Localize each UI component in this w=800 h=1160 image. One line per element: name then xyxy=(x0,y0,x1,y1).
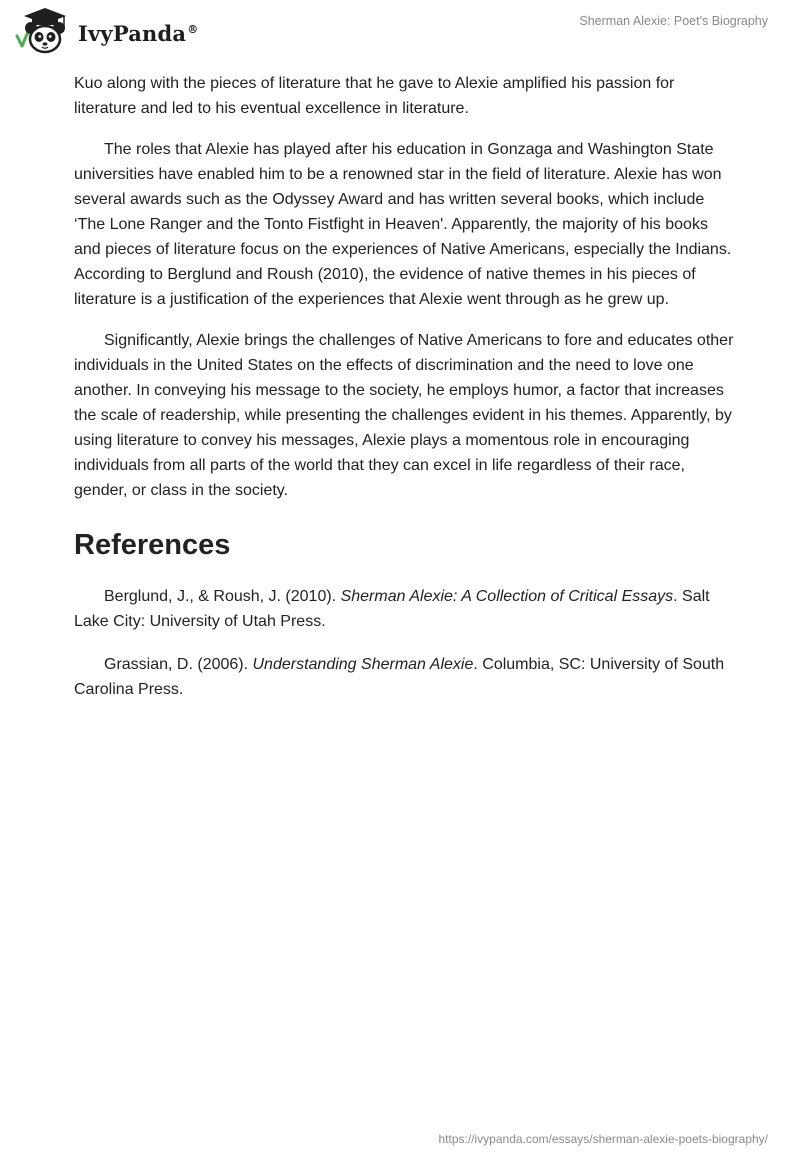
reference-title: Understanding Sherman Alexie xyxy=(252,656,474,673)
paragraph: The roles that Alexie has played after his education in Gonzaga and Washington State universities have enabled him to be a renowned star in the field of literature. Alexie has won several awards such as the Odyssey Award and has written several books, which include ‘The Lone Ranger and the Tonto Fistfight in Heaven'. Apparently, the majority of his books and pieces of literature focus on the experiences of Native Americans, especially the Indians. According to Berglund and Roush (2010), the evidence of native themes in his pieces of literature is a justification of the experiences that Alexie went through as he grew up. xyxy=(74,141,732,308)
reference-publisher: . Salt Lake City: University of Utah Press. xyxy=(74,588,710,630)
reference-title: Sherman Alexie: A Collection of Critical Essays xyxy=(340,588,674,605)
reference-entry xyxy=(74,584,734,634)
paragraph: Significantly, Alexie brings the challenges of Native Americans to fore and educates other individuals in the United States on the effects of discrimination and the need to love one another. In conveying his message to the society, he employs humor, a factor that increases the scale of readership, while presenting the challenges evident in his themes. Apparently, by using literature to convey his messages, Alexie plays a momentous role in encouraging individuals from all parts of the world that they can excel in life regardless of their race, gender, or class in the society. xyxy=(74,332,734,499)
essay-content xyxy=(74,71,734,720)
panda-logo-icon xyxy=(14,6,76,56)
document-title: Sherman Alexie: Poet's Biography xyxy=(579,14,768,28)
reference-authors: Berglund, J., & Roush, J. (2010). xyxy=(104,588,341,605)
logo-wordmark: IvyPanda® xyxy=(78,20,199,46)
reference-entry xyxy=(74,652,734,702)
source-url-link[interactable]: https://ivypanda.com/essays/sherman-alexie-poets-biography/ xyxy=(438,1132,768,1146)
page-header xyxy=(0,0,800,70)
ivypanda-logo[interactable] xyxy=(14,6,198,56)
reference-authors: Grassian, D. (2006). xyxy=(104,656,253,673)
references-heading: References xyxy=(74,529,231,561)
paragraph: Kuo along with the pieces of literature that he gave to Alexie amplified his passion for literature and led to his eventual excellence in literature. xyxy=(74,75,675,117)
reference-publisher: . Columbia, SC: University of South Carolina Press. xyxy=(74,656,725,698)
